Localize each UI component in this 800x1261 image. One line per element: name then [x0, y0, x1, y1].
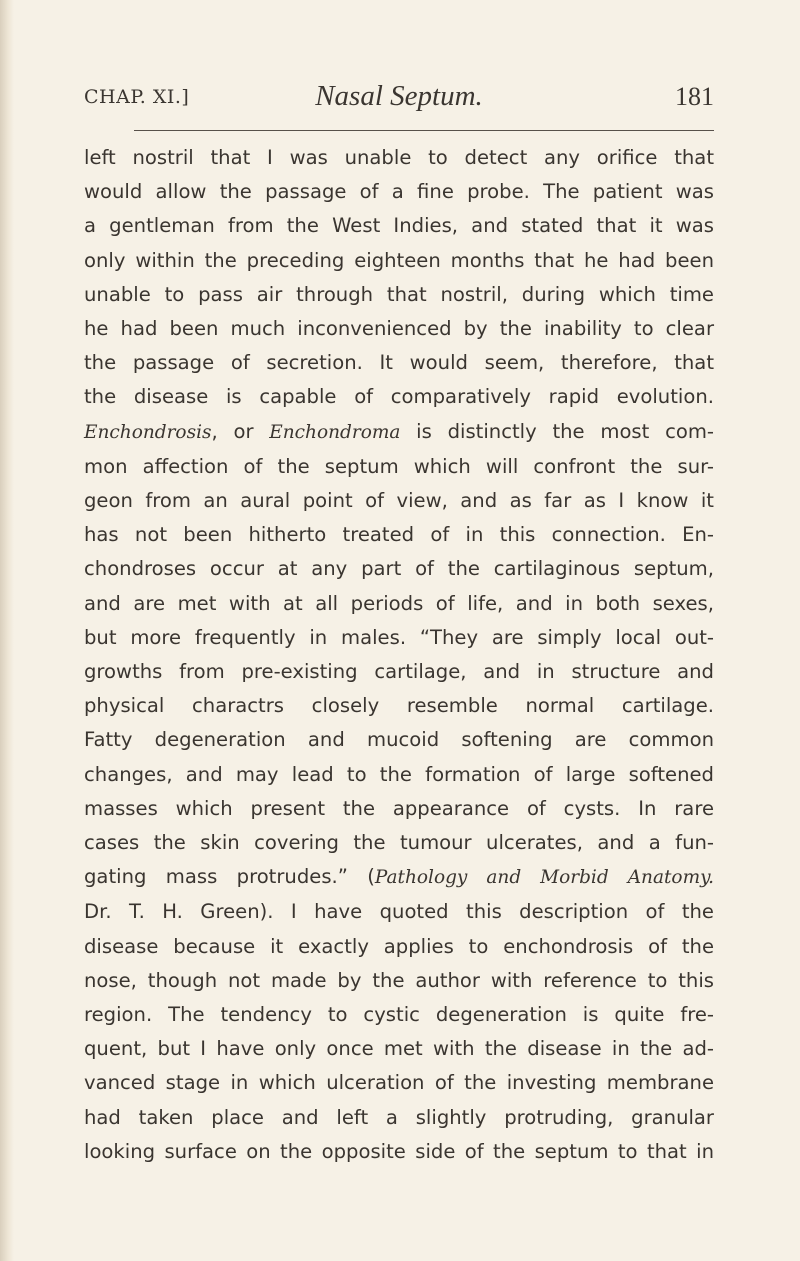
- text-line: [84, 621, 714, 655]
- text-line: [84, 450, 714, 484]
- page-gutter-shadow: [0, 0, 14, 1261]
- text-segment: had taken place and left a slightly protruding, granular: [84, 1105, 714, 1129]
- text-segment: geon from an aural point of view, and as far as I know it: [84, 489, 714, 513]
- text-line: [84, 209, 714, 243]
- text-segment: he had been much inconvenienced by the inability to clear: [84, 317, 714, 341]
- text-line: [84, 930, 714, 964]
- text-line: [84, 346, 714, 380]
- text-line: [84, 278, 714, 312]
- text-line: [84, 141, 714, 175]
- text-segment: vanced stage in which ulceration of the investing membrane: [84, 1071, 714, 1095]
- italic-text: Pathology and Morbid Anatomy.: [374, 867, 714, 889]
- text-line: [84, 964, 714, 998]
- text-segment: chondroses occur at any part of the cartilaginous septum,: [84, 557, 714, 581]
- text-line: [84, 415, 714, 450]
- text-segment: a gentleman from the West Indies, and stated that it was: [84, 214, 714, 238]
- text-segment: Fatty degeneration and mucoid softening are common: [84, 728, 714, 752]
- page-title: Nasal Septum.: [315, 80, 483, 112]
- text-segment: physical charactrs closely resemble normal cartilage.: [84, 694, 714, 718]
- text-segment: Dr. T. H. Green). I have quoted this description of the: [84, 900, 714, 924]
- text-segment: but more frequently in males. “They are simply local out-: [84, 625, 714, 649]
- italic-text: Enchondroma: [269, 421, 401, 443]
- text-segment: disease because it exactly applies to enchondrosis of the: [84, 934, 714, 958]
- text-line: [84, 1032, 714, 1066]
- page-number: 181: [675, 82, 714, 111]
- chapter-label: CHAP. XI.]: [84, 86, 190, 108]
- body-text: [84, 141, 714, 1169]
- text-line: [84, 518, 714, 552]
- text-segment: changes, and may lead to the formation of large softened: [84, 762, 714, 786]
- text-line: [84, 1101, 714, 1135]
- text-line: [84, 1066, 714, 1100]
- text-line: [84, 175, 714, 209]
- text-line: [84, 1135, 714, 1169]
- text-line: [84, 689, 714, 723]
- text-segment: the disease is capable of comparatively rapid evolution.: [84, 385, 714, 409]
- text-line: [84, 998, 714, 1032]
- text-segment: region. The tendency to cystic degeneration is quite fre-: [84, 1003, 714, 1027]
- text-line: [84, 655, 714, 689]
- text-segment: is distinctly the most com-: [400, 419, 714, 443]
- running-head: [84, 80, 714, 124]
- text-line: [84, 860, 714, 895]
- text-segment: looking surface on the opposite side of the septum to that in: [84, 1139, 714, 1163]
- text-segment: has not been hitherto treated of in this connection. En-: [84, 523, 714, 547]
- text-line: [84, 312, 714, 346]
- text-segment: only within the preceding eighteen months that he had been: [84, 248, 714, 272]
- italic-text: Enchondrosis: [84, 421, 212, 443]
- text-segment: would allow the passage of a fine probe. The patient was: [84, 180, 714, 204]
- text-line: [84, 723, 714, 757]
- text-segment: gating mass protrudes.” (: [84, 865, 375, 889]
- text-segment: and are met with at all periods of life, and in both sexes,: [84, 591, 714, 615]
- text-segment: , or: [211, 419, 270, 443]
- text-line: [84, 758, 714, 792]
- text-segment: unable to pass air through that nostril, during which time: [84, 282, 714, 306]
- text-segment: quent, but I have only once met with the disease in the ad-: [84, 1037, 714, 1061]
- text-line: [84, 380, 714, 414]
- text-line: [84, 484, 714, 518]
- text-line: [84, 587, 714, 621]
- text-line: [84, 792, 714, 826]
- text-segment: nose, though not made by the author with reference to this: [84, 968, 714, 992]
- text-segment: cases the skin covering the tumour ulcerates, and a fun-: [84, 831, 714, 855]
- text-segment: left nostril that I was unable to detect any orifice that: [84, 146, 714, 169]
- text-segment: the passage of secretion. It would seem, therefore, that: [84, 351, 714, 375]
- book-page: [84, 80, 714, 1169]
- text-line: [84, 895, 714, 929]
- text-segment: growths from pre-existing cartilage, and in structure and: [84, 660, 714, 684]
- text-segment: masses which present the appearance of cysts. In rare: [84, 796, 714, 820]
- text-segment: mon affection of the septum which will confront the sur-: [84, 454, 714, 478]
- text-line: [84, 244, 714, 278]
- header-rule: [134, 130, 714, 131]
- text-line: [84, 826, 714, 860]
- text-line: [84, 552, 714, 586]
